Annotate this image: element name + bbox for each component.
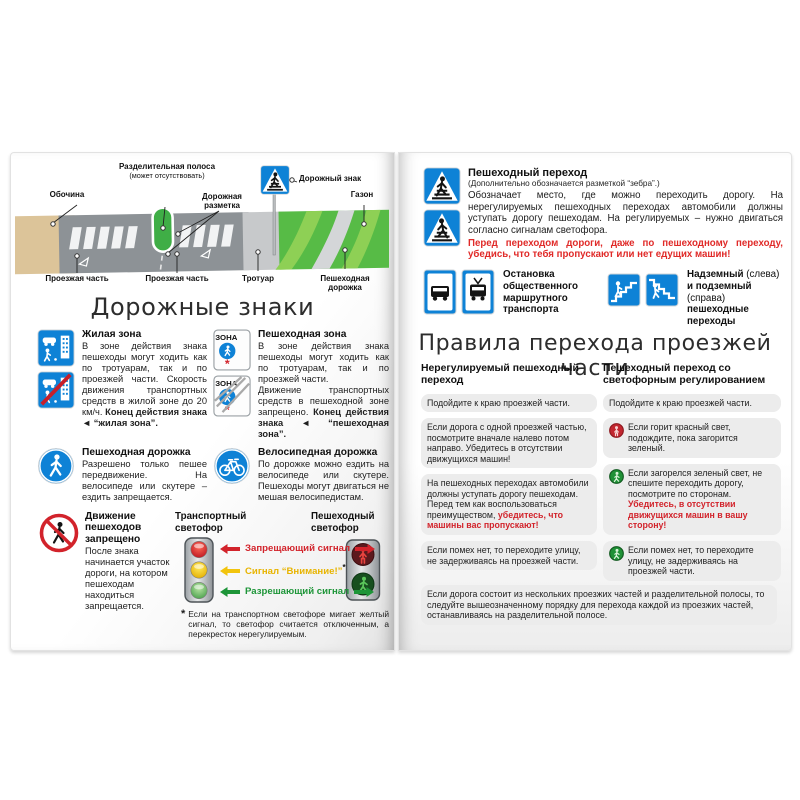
uncontrolled-card-3-warning: убедитесь, что машины вас пропускают! <box>427 509 564 531</box>
overpass-sign-icon <box>607 273 641 307</box>
controlled-card-1: Подойдите к краю проезжей части. <box>603 394 781 413</box>
section-residential-zone <box>37 329 207 429</box>
underpass-sign-icon <box>645 273 679 307</box>
uncontrolled-header: Нерегулируемый пешеходный переход <box>421 363 579 387</box>
label-sidewalk: Тротуар <box>242 274 274 283</box>
residential-end-note: Конец действия знака ◄ “жилая зона”. <box>82 407 207 429</box>
bottom-note-card: Если дорога состоит из нескольких проезжих частей и разделительной полосы, то следуйте вышеозначенному порядку для перехода каждой из проезжих частей, останавливаясь на разделительной полосе. <box>421 585 777 625</box>
traffic-light-footnote <box>181 609 389 639</box>
controlled-card-3-text: Если загорелся зеленый свет, не спешите переходить дорогу, посмотрите по сторонам. <box>628 467 763 499</box>
section-bike-path <box>213 447 389 503</box>
residential-title: Жилая зона <box>82 329 142 340</box>
crossing-signs <box>423 167 461 261</box>
residential-signs <box>37 329 75 429</box>
controlled-card-4-text: Если помех нет, то переходите улицу, не задерживаясь на проезжей части. <box>628 545 754 577</box>
red-signal-label: Запрещающий сигнал <box>245 543 351 554</box>
pedestrian-crossing-sign-icon <box>423 167 461 205</box>
residential-body-text: В зоне действия знака пешеходы могут ходить как по тротуарам, так и по проезжей части. Скорость движения транспортных средств в жилой зоне до 20 км/ч. <box>82 341 207 418</box>
pedestrian-path-signs <box>37 447 75 503</box>
bike-path-signs <box>213 447 251 503</box>
residential-zone-sign-icon <box>37 329 75 367</box>
crossing-title: Пешеходный переход <box>468 167 588 179</box>
pedestrian-path-title: Пешеходная дорожка <box>82 447 191 458</box>
section-pedestrian-path <box>37 447 207 503</box>
bike-path-body: По дорожке можно ездить на велосипеде или скутере. Пешеходы могут двигаться не мешая велосипедистам. <box>258 459 389 503</box>
yellow-signal-star: * <box>342 563 346 573</box>
label-lawn: Газон <box>350 190 374 199</box>
controlled-card-4 <box>603 541 781 581</box>
controlled-card-2 <box>603 418 781 458</box>
label-shoulder: Обочина <box>49 190 85 199</box>
label-carriageway-1: Проезжая часть <box>45 274 109 283</box>
pedestrian-zone-end-note: Конец действия знака ◄ “пешеходная зона”. <box>258 407 389 440</box>
uncontrolled-card-3-text: На пешеходных переходах автомобили должны уступать дорогу пешеходам. Перед тем как воспользоваться преимуществом, <box>427 478 589 520</box>
residential-body <box>82 341 207 429</box>
green-pedestrian-light-icon <box>609 546 624 561</box>
section-crossing <box>423 167 783 261</box>
transport-traffic-light-icon <box>183 537 215 603</box>
controlled-card-3-warning: Убедитесь, в отсутствии движущихся машин в вашу сторону! <box>628 499 748 531</box>
pedestrian-zone-sign-icon <box>213 329 251 371</box>
passages-reg2: (справа) <box>687 292 726 304</box>
passages-bold1: Надземный <box>687 269 744 280</box>
uncontrolled-card-3 <box>421 474 597 535</box>
label-footpath: Пешеходная дорожка <box>320 274 370 292</box>
no-pedestrians-sign-icon <box>39 513 79 553</box>
transport-light-title: Транспортный светофор <box>175 511 247 534</box>
controlled-card-3-text-wrap <box>628 468 775 531</box>
passages-reg1: (слева) <box>743 269 780 280</box>
passages-label <box>687 269 787 328</box>
residential-text <box>82 329 207 429</box>
no-pedestrians-text <box>85 511 181 612</box>
column-uncontrolled <box>421 363 597 570</box>
right-page <box>398 152 792 651</box>
label-road-marking: Дорожная разметка <box>202 192 242 210</box>
label-road-sign: Дорожный знак <box>299 174 362 183</box>
pedestrian-zone-signs <box>213 329 251 440</box>
controlled-header: Пешеходный переход со светофорным регулированием <box>603 363 766 387</box>
section-lights-row <box>11 509 394 649</box>
passages-bold3: пешеходные переходы <box>687 304 749 327</box>
bike-path-text <box>258 447 389 503</box>
uncontrolled-card-4: Если помех нет, то переходите улицу, не задерживаясь на проезжей части. <box>421 541 597 570</box>
controlled-card-3 <box>603 464 781 535</box>
label-dividing-strip-text: Разделительная полоса <box>118 162 216 171</box>
crossing-text <box>468 167 783 261</box>
bus-stop-sign-icon <box>423 269 457 315</box>
pedestrian-crossing-sign-icon <box>261 166 290 195</box>
pedestrian-zone-end-sign-icon <box>213 375 251 417</box>
pedestrian-zone-body2 <box>258 385 389 440</box>
yellow-signal-label <box>245 563 346 577</box>
no-pedestrians-body: После знака начинается участок дороги, на котором пешеходам находиться запрещается. <box>85 546 170 612</box>
crossing-warning: Перед переходом дороги, даже по пешеходному переходу, убедись, что тебя пропускают или нет едущих машин! <box>468 237 783 261</box>
controlled-card-2-text: Если горит красный свет, подождите, пока загорится зеленый. <box>628 422 738 454</box>
label-carriageway-2: Проезжая часть <box>145 274 209 283</box>
pedestrian-crossing-sign-mirrored-icon <box>423 209 461 247</box>
bike-path-title: Велосипедная дорожка <box>258 447 378 458</box>
right-page-title: Правила перехода проезжей части <box>418 331 772 381</box>
passages-bold2: и подземный <box>687 280 752 292</box>
signal-row-yellow <box>220 563 346 578</box>
footnote-text: Если на транспортном светофоре мигает желтый сигнал, то светофор считается отключенным, а перекресток нерегулируемым. <box>188 609 389 640</box>
crossing-body: Обозначает место, где можно переходить дорогу. На нерегулируемых пешеходных переходах автомобили должны уступать дорогу пешеходам. На регулируемых – нужно двигаться согласно сигналам светофора. <box>468 189 783 236</box>
stop-label: Остановка общественного маршрутного транспорта <box>503 269 578 316</box>
crossing-note: (Дополнительно обозначается разметкой “зебра”.) <box>468 179 660 189</box>
signal-row-green <box>220 585 350 598</box>
pedestrian-zone-body2-text: Движение транспортных средств в пешеходной зоне запрещено. <box>258 385 389 418</box>
red-arrow-right-icon <box>355 544 375 554</box>
yellow-arrow-left-icon <box>220 566 240 576</box>
road-diagram <box>15 163 389 295</box>
left-page <box>10 152 395 651</box>
pedestrian-zone-text <box>258 329 389 440</box>
yellow-signal-text: Сигнал “Внимание!” <box>245 566 343 578</box>
pedestrian-light-title: Пешеходный светофор <box>311 511 375 534</box>
label-dividing-strip <box>111 163 223 180</box>
red-arrow-left-icon <box>220 544 240 554</box>
pedestrian-zone-body1: В зоне действия знака пешеходы могут ходить как по тротуарам, так и по проезжей части. <box>258 341 389 385</box>
green-arrow-right-icon <box>354 587 374 597</box>
signal-row-red <box>220 542 351 555</box>
pedestrian-zone-title: Пешеходная зона <box>258 329 347 340</box>
uncontrolled-card-1: Подойдите к краю проезжей части. <box>421 394 597 413</box>
red-pedestrian-light-icon <box>609 423 624 438</box>
residential-zone-end-sign-icon <box>37 371 75 409</box>
pedestrian-path-text <box>82 447 207 503</box>
column-controlled <box>603 363 781 581</box>
section-pedestrian-zone <box>213 329 389 440</box>
green-arrow-left-icon <box>220 587 240 597</box>
no-pedestrians-title: Движение пешеходов запрещено <box>85 511 142 545</box>
green-signal-label: Разрешающий сигнал <box>245 586 350 597</box>
bike-path-sign-icon <box>213 447 251 485</box>
green-pedestrian-light-icon <box>609 469 624 484</box>
pedestrian-path-sign-icon <box>37 447 75 485</box>
uncontrolled-card-2: Если дорога с одной проезжей частью, посмотрите вначале налево потом направо. Убедитесь в отсутствии движущихся машин! <box>421 418 597 468</box>
pedestrian-path-body: Разрешено только пешее передвижение. На велосипеде или скутере – ездить запрещается. <box>82 459 207 503</box>
left-page-title: Дорожные знаки <box>90 293 315 321</box>
tram-stop-sign-icon <box>461 269 495 315</box>
footnote-asterisk: * <box>181 608 186 620</box>
label-dividing-strip-note: (может отсутствовать) <box>129 170 205 180</box>
